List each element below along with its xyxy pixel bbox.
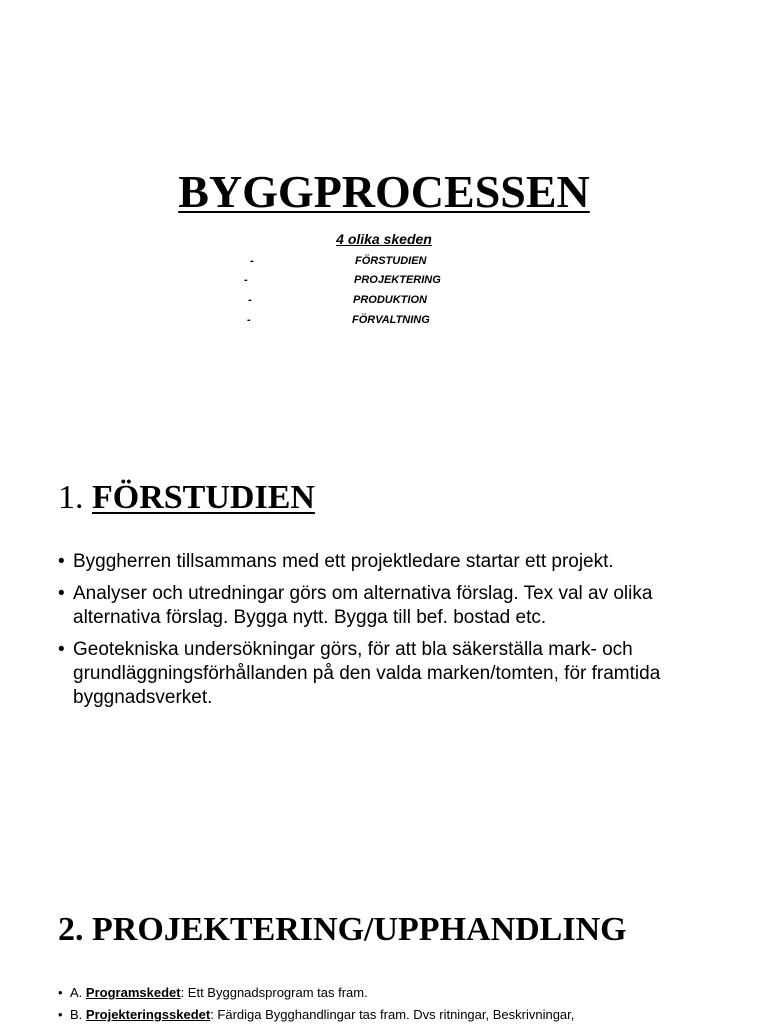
- stage-label: PROJEKTERING: [354, 274, 441, 286]
- bullet-text: Byggherren tillsammans med ett projektledare startar ett projekt.: [73, 551, 614, 572]
- list-item: [58, 638, 708, 710]
- item-text: : Färdiga Bygghandlingar tas fram. Dvs ritningar, Beskrivningar,: [210, 1007, 575, 1022]
- list-item: [58, 582, 708, 630]
- stage-dash: -: [248, 294, 252, 306]
- item-term: Projekteringsskedet: [85, 1007, 211, 1022]
- document-title: BYGGPROCESSEN: [178, 166, 590, 217]
- stage-label: PRODUKTION: [353, 294, 427, 306]
- bullet-icon: •: [58, 1007, 63, 1022]
- stage-dash: -: [247, 314, 251, 326]
- bullet-icon: •: [58, 985, 63, 1000]
- item-prefix: A.: [70, 985, 83, 1000]
- item-term: Programskedet: [85, 985, 181, 1000]
- section-2-title: PROJEKTERING/UPPHANDLING: [92, 911, 627, 948]
- stages-subtitle: 4 olika skeden: [336, 231, 432, 247]
- item-text: : Ett Byggnadsprogram tas fram.: [180, 985, 368, 1000]
- bullet-text: Geotekniska undersökningar görs, för att bla säkerställa mark- och grundläggningsförhållanden på den valda marken/tomten, för framtida byggnadsverket.: [73, 639, 661, 708]
- bullet-icon: •: [58, 551, 65, 572]
- stage-dash: -: [250, 255, 254, 267]
- section-1-bullets: [58, 550, 708, 718]
- list-item: [58, 550, 708, 574]
- section-2-bullets: [58, 982, 738, 1026]
- stage-label: FÖRVALTNING: [352, 314, 430, 326]
- bullet-icon: •: [58, 583, 65, 604]
- section-2-number: 2.: [58, 911, 84, 948]
- bullet-text: Analyser och utredningar görs om alternativa förslag. Tex val av olika alternativa förslag. Bygga nytt. Bygga till bef. bostad etc.: [73, 583, 653, 628]
- list-item: [58, 982, 738, 1004]
- section-1-title: FÖRSTUDIEN: [92, 479, 315, 516]
- list-item: [58, 1004, 738, 1026]
- stage-label: FÖRSTUDIEN: [355, 255, 427, 267]
- section-1-heading: [58, 478, 315, 518]
- stage-dash: -: [244, 274, 248, 286]
- section-1-number: 1.: [58, 479, 84, 516]
- bullet-icon: •: [58, 639, 65, 660]
- section-2-heading: [58, 910, 627, 950]
- item-prefix: B.: [70, 1007, 83, 1022]
